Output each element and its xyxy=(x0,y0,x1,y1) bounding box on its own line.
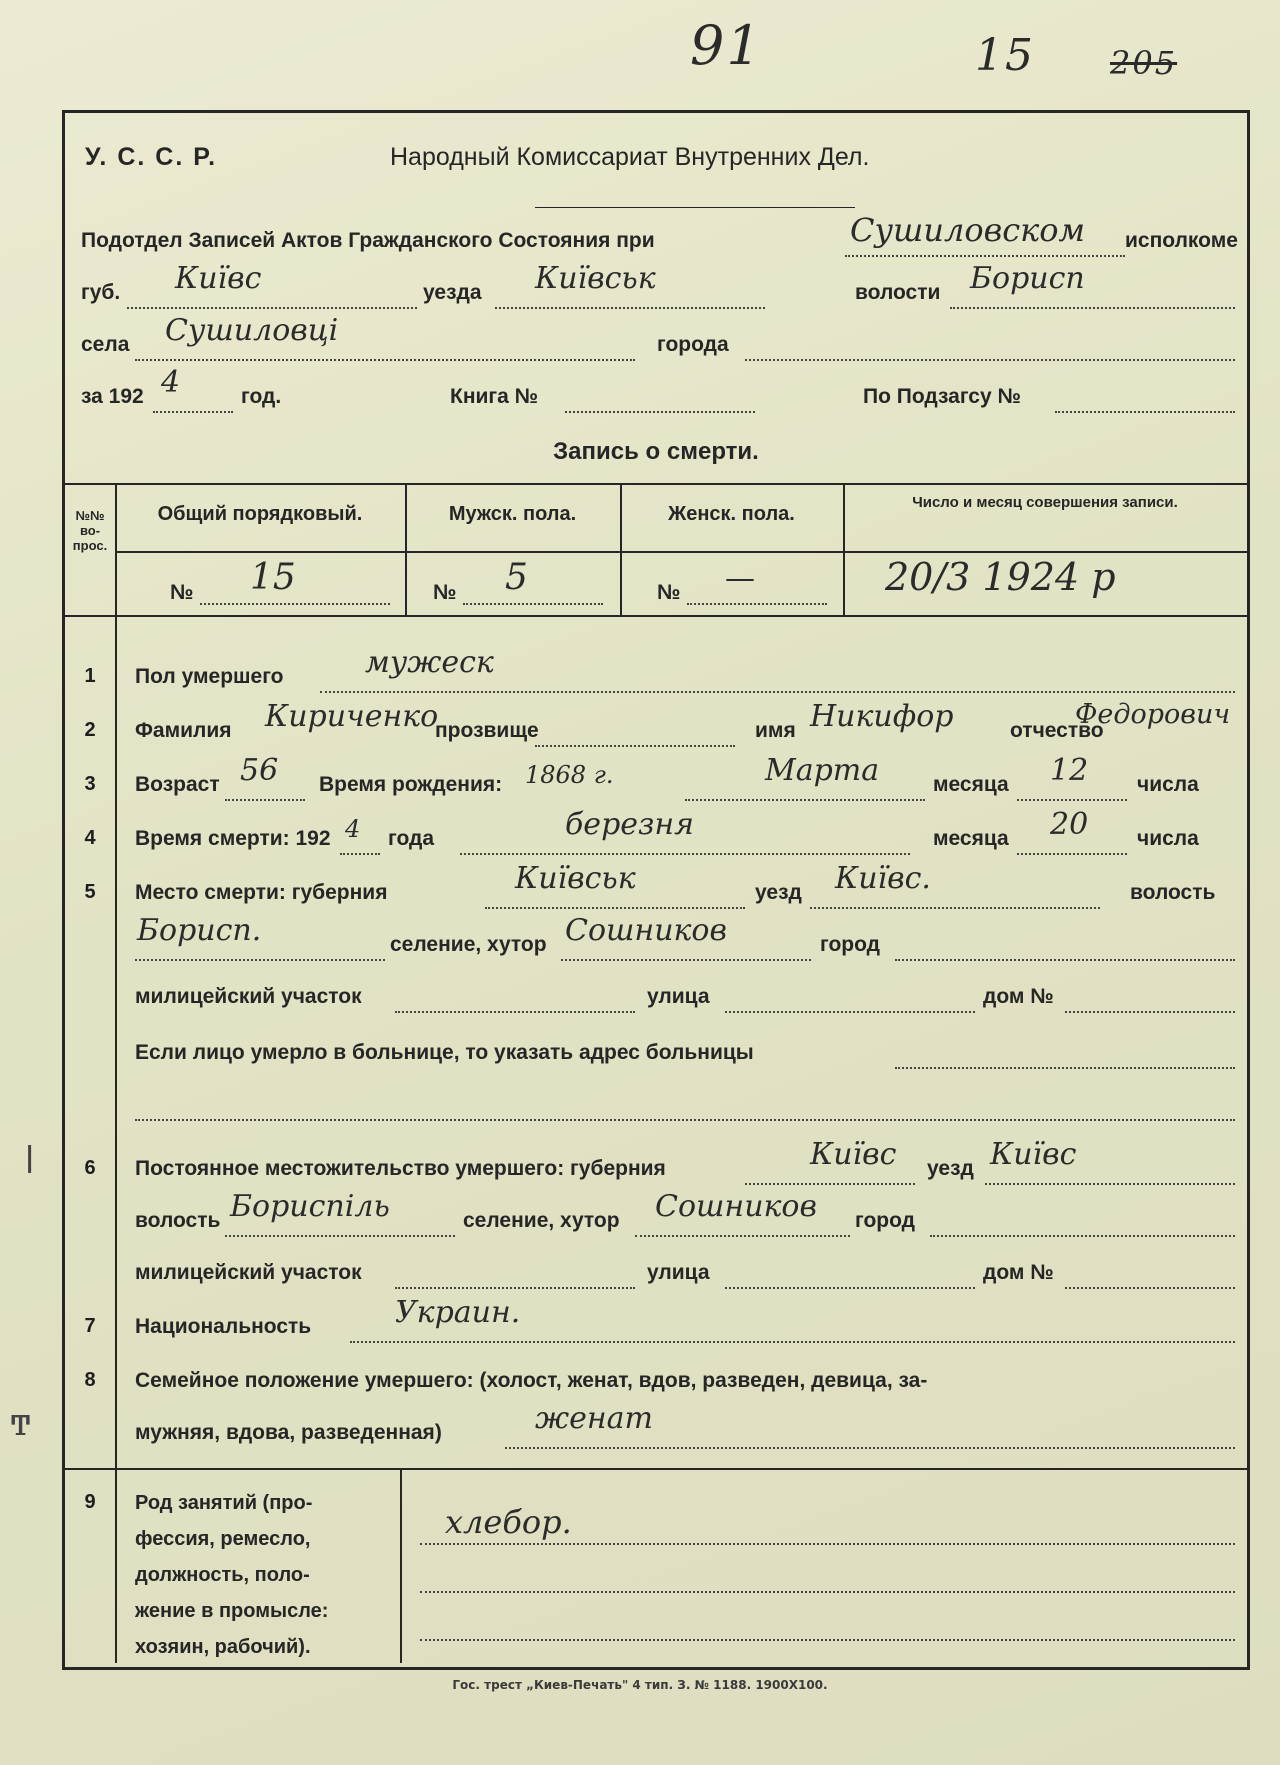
number-column-border xyxy=(115,483,117,1663)
death-year-label: года xyxy=(388,827,435,850)
row-num-1: 1 xyxy=(84,665,96,687)
row-num-7: 7 xyxy=(84,1315,96,1337)
selo-label: села xyxy=(81,333,130,356)
death-selenie-label: селение, хутор xyxy=(390,933,547,956)
occupation-line-2 xyxy=(420,1591,1235,1593)
selo-line xyxy=(135,359,635,361)
name-value: Никифор xyxy=(810,699,954,734)
death-gorod-label: город xyxy=(820,933,881,956)
agency-label: Народный Комиссариат Внутренних Дел. xyxy=(390,143,870,171)
kniga-line xyxy=(565,411,755,413)
death-year-line xyxy=(340,853,380,855)
male-no-sign: № xyxy=(433,581,457,604)
death-street-line xyxy=(725,1011,975,1013)
uezd-line xyxy=(495,307,765,309)
age-line xyxy=(225,799,305,801)
god-label: год. xyxy=(241,385,282,408)
name-label: имя xyxy=(755,719,796,742)
state-label: У. С. С. Р. xyxy=(85,143,218,171)
residence-selenie-label: селение, хутор xyxy=(463,1209,620,1232)
row-num-6: 6 xyxy=(84,1157,96,1179)
residence-label: Постоянное местожительство умершего: губерния xyxy=(135,1157,666,1180)
gorod-label: города xyxy=(657,333,729,356)
patronymic-value: Федорович xyxy=(1075,699,1231,730)
volost-line xyxy=(950,307,1235,309)
row-num-4: 4 xyxy=(84,827,96,849)
death-uezd-line xyxy=(810,907,1100,909)
row-num-8: 8 xyxy=(84,1369,96,1391)
marital-value: женат xyxy=(535,1401,653,1436)
selo-value: Сушиловці xyxy=(165,313,339,348)
residence-volost-value: Бориспіль xyxy=(230,1189,390,1224)
patronymic-label: отчество xyxy=(1010,719,1104,742)
death-gub-line xyxy=(485,907,745,909)
subdept-line xyxy=(845,255,1125,257)
podzagsu-line xyxy=(1055,411,1235,413)
row-num-3: 3 xyxy=(84,773,96,795)
crossed-old-number: 205 xyxy=(1110,44,1178,82)
form-title: Запись о смерти. xyxy=(553,438,759,465)
death-month-label: месяца xyxy=(933,827,1009,850)
nationality-line xyxy=(350,1341,1235,1343)
residence-street-label: улица xyxy=(647,1261,710,1284)
male-number-value: 5 xyxy=(505,557,528,598)
sex-label: Пол умершего xyxy=(135,665,284,688)
nickname-line xyxy=(535,745,735,747)
birth-month-value: Марта xyxy=(765,753,880,788)
marital-label-line2: мужняя, вдова, разведенная) xyxy=(135,1421,442,1444)
residence-uezd-label: уезд xyxy=(927,1157,974,1180)
residence-volost-line xyxy=(225,1235,455,1237)
row-num-5: 5 xyxy=(84,881,96,903)
death-time-label: Время смерти: 192 xyxy=(135,827,331,850)
occupation-line-3 xyxy=(420,1639,1235,1641)
birth-day-line xyxy=(1017,799,1127,801)
death-month-line xyxy=(460,853,910,855)
birth-month-label: месяца xyxy=(933,773,1009,796)
surname-label: Фамилия xyxy=(135,719,232,742)
kniga-label: Книга № xyxy=(450,385,539,408)
hospital-label: Если лицо умерло в больнице, то указать адрес больницы xyxy=(135,1041,754,1064)
col-female-header: Женск. пола. xyxy=(668,503,795,525)
death-day-label: числа xyxy=(1137,827,1199,850)
death-gorod-line xyxy=(895,959,1235,961)
year-label: за 192 xyxy=(81,385,144,408)
uezd-value: Київськ xyxy=(535,261,656,296)
birth-time-label: Время рождения: xyxy=(319,773,503,796)
residence-volost-label: волость xyxy=(135,1209,221,1232)
birth-day-label: числа xyxy=(1137,773,1199,796)
death-gub-value: Київськ xyxy=(515,861,636,896)
num-column-header: №№ во- прос. xyxy=(72,508,108,553)
record-number-annotation: 15 xyxy=(975,30,1035,81)
death-day-value: 20 xyxy=(1050,807,1089,842)
col-border-3 xyxy=(843,483,845,615)
hospital-line-1 xyxy=(895,1067,1235,1069)
row9-top-border xyxy=(65,1468,1247,1470)
residence-militia-label: милицейский участок xyxy=(135,1261,362,1284)
death-place-label: Место смерти: губерния xyxy=(135,881,388,904)
death-record-form xyxy=(62,110,1250,1670)
residence-street-line xyxy=(725,1287,975,1289)
male-line xyxy=(463,603,603,605)
residence-selenie-value: Сошников xyxy=(655,1189,817,1224)
death-militia-label: милицейский участок xyxy=(135,985,362,1008)
row-num-2: 2 xyxy=(84,719,96,741)
table-top-border xyxy=(65,483,1247,485)
residence-gub-line xyxy=(745,1183,915,1185)
death-uezd-value: Київс. xyxy=(835,861,931,896)
age-value: 56 xyxy=(240,753,279,788)
death-uezd-label: уезд xyxy=(755,881,802,904)
residence-selenie-line xyxy=(635,1235,850,1237)
occupation-line-1 xyxy=(420,1543,1235,1545)
residence-gorod-line xyxy=(930,1235,1235,1237)
nickname-label: прозвище xyxy=(435,719,539,742)
volost-value: Борисп xyxy=(970,261,1085,296)
subdept-value: Сушиловском xyxy=(850,211,1086,249)
death-day-line xyxy=(1017,853,1127,855)
binder-mark-2: ͳ xyxy=(10,1400,32,1444)
year-value: 4 xyxy=(161,365,181,400)
occupation-value: хлебор. xyxy=(445,1503,572,1541)
residence-gorod-label: город xyxy=(855,1209,916,1232)
subdept-label: Подотдел Записей Актов Гражданского Состояния при xyxy=(81,229,655,252)
death-militia-line xyxy=(395,1011,635,1013)
table-bottom-border xyxy=(65,615,1247,617)
residence-uezd-value: Київс xyxy=(990,1137,1077,1172)
hospital-line-2 xyxy=(135,1119,1235,1121)
header-divider xyxy=(115,551,1247,553)
residence-gub-value: Київс xyxy=(810,1137,897,1172)
female-number-value: — xyxy=(725,561,755,596)
col-male-header: Мужск. пола. xyxy=(448,503,577,525)
death-house-line xyxy=(1065,1011,1235,1013)
death-month-value: березня xyxy=(565,807,695,842)
female-no-sign: № xyxy=(657,581,681,604)
female-line xyxy=(687,603,827,605)
row9-divider xyxy=(400,1468,402,1663)
volost-label: волости xyxy=(855,281,941,304)
archive-sheet-number: 91 xyxy=(690,14,763,77)
agency-underline xyxy=(535,207,855,208)
gub-line xyxy=(127,307,417,309)
sex-value: мужеск xyxy=(365,645,494,680)
death-volost-value: Борисп. xyxy=(137,913,262,948)
printer-imprint: Гос. трест „Киев-Печать" 4 тип. З. № 1188. 1900Х100. xyxy=(452,1678,828,1692)
nationality-label: Национальность xyxy=(135,1315,312,1338)
death-selenie-value: Сошников xyxy=(565,913,727,948)
marital-label-line1: Семейное положение умершего: (холост, женат, вдов, разведен, девица, за- xyxy=(135,1369,928,1392)
birth-month-line xyxy=(685,799,925,801)
gub-value: Київс xyxy=(175,261,262,296)
gorod-line xyxy=(745,359,1235,361)
death-volost-line xyxy=(135,959,385,961)
marital-line xyxy=(505,1447,1235,1449)
general-number-value: 15 xyxy=(250,557,296,598)
sex-line xyxy=(320,691,1235,693)
binder-mark-1: ǀ xyxy=(24,1138,36,1182)
residence-militia-line xyxy=(395,1287,635,1289)
general-line xyxy=(200,603,390,605)
residence-house-line xyxy=(1065,1287,1235,1289)
year-line xyxy=(153,411,233,413)
col-general-header: Общий порядковый. xyxy=(157,503,363,525)
birth-day-value: 12 xyxy=(1050,753,1089,788)
nationality-value: Украин. xyxy=(395,1295,521,1330)
death-street-label: улица xyxy=(647,985,710,1008)
death-house-label: дом № xyxy=(983,985,1054,1008)
col-date-header: Число и месяц совершения записи. xyxy=(912,494,1178,511)
death-year-digit: 4 xyxy=(345,815,361,843)
residence-house-label: дом № xyxy=(983,1261,1054,1284)
death-selenie-line xyxy=(561,959,811,961)
age-label: Возраст xyxy=(135,773,220,796)
uezd-label: уезда xyxy=(423,281,482,304)
podzagsu-label: По Подзагсу № xyxy=(863,385,1021,408)
birth-year-value: 1868 г. xyxy=(525,761,614,789)
death-volost-label: волость xyxy=(1130,881,1216,904)
occupation-label: Род занятий (про- фессия, ремесло, должность, поло- жение в промысле: хозяин, рабочий). xyxy=(135,1492,329,1658)
gub-label: губ. xyxy=(81,281,121,304)
surname-value: Кириченко xyxy=(265,699,439,734)
residence-uezd-line xyxy=(985,1183,1235,1185)
subdept-suffix: исполкоме xyxy=(1125,229,1238,252)
record-date-value: 20/3 1924 р xyxy=(885,555,1116,599)
row-num-9: 9 xyxy=(84,1491,96,1513)
general-no-sign: № xyxy=(170,581,194,604)
